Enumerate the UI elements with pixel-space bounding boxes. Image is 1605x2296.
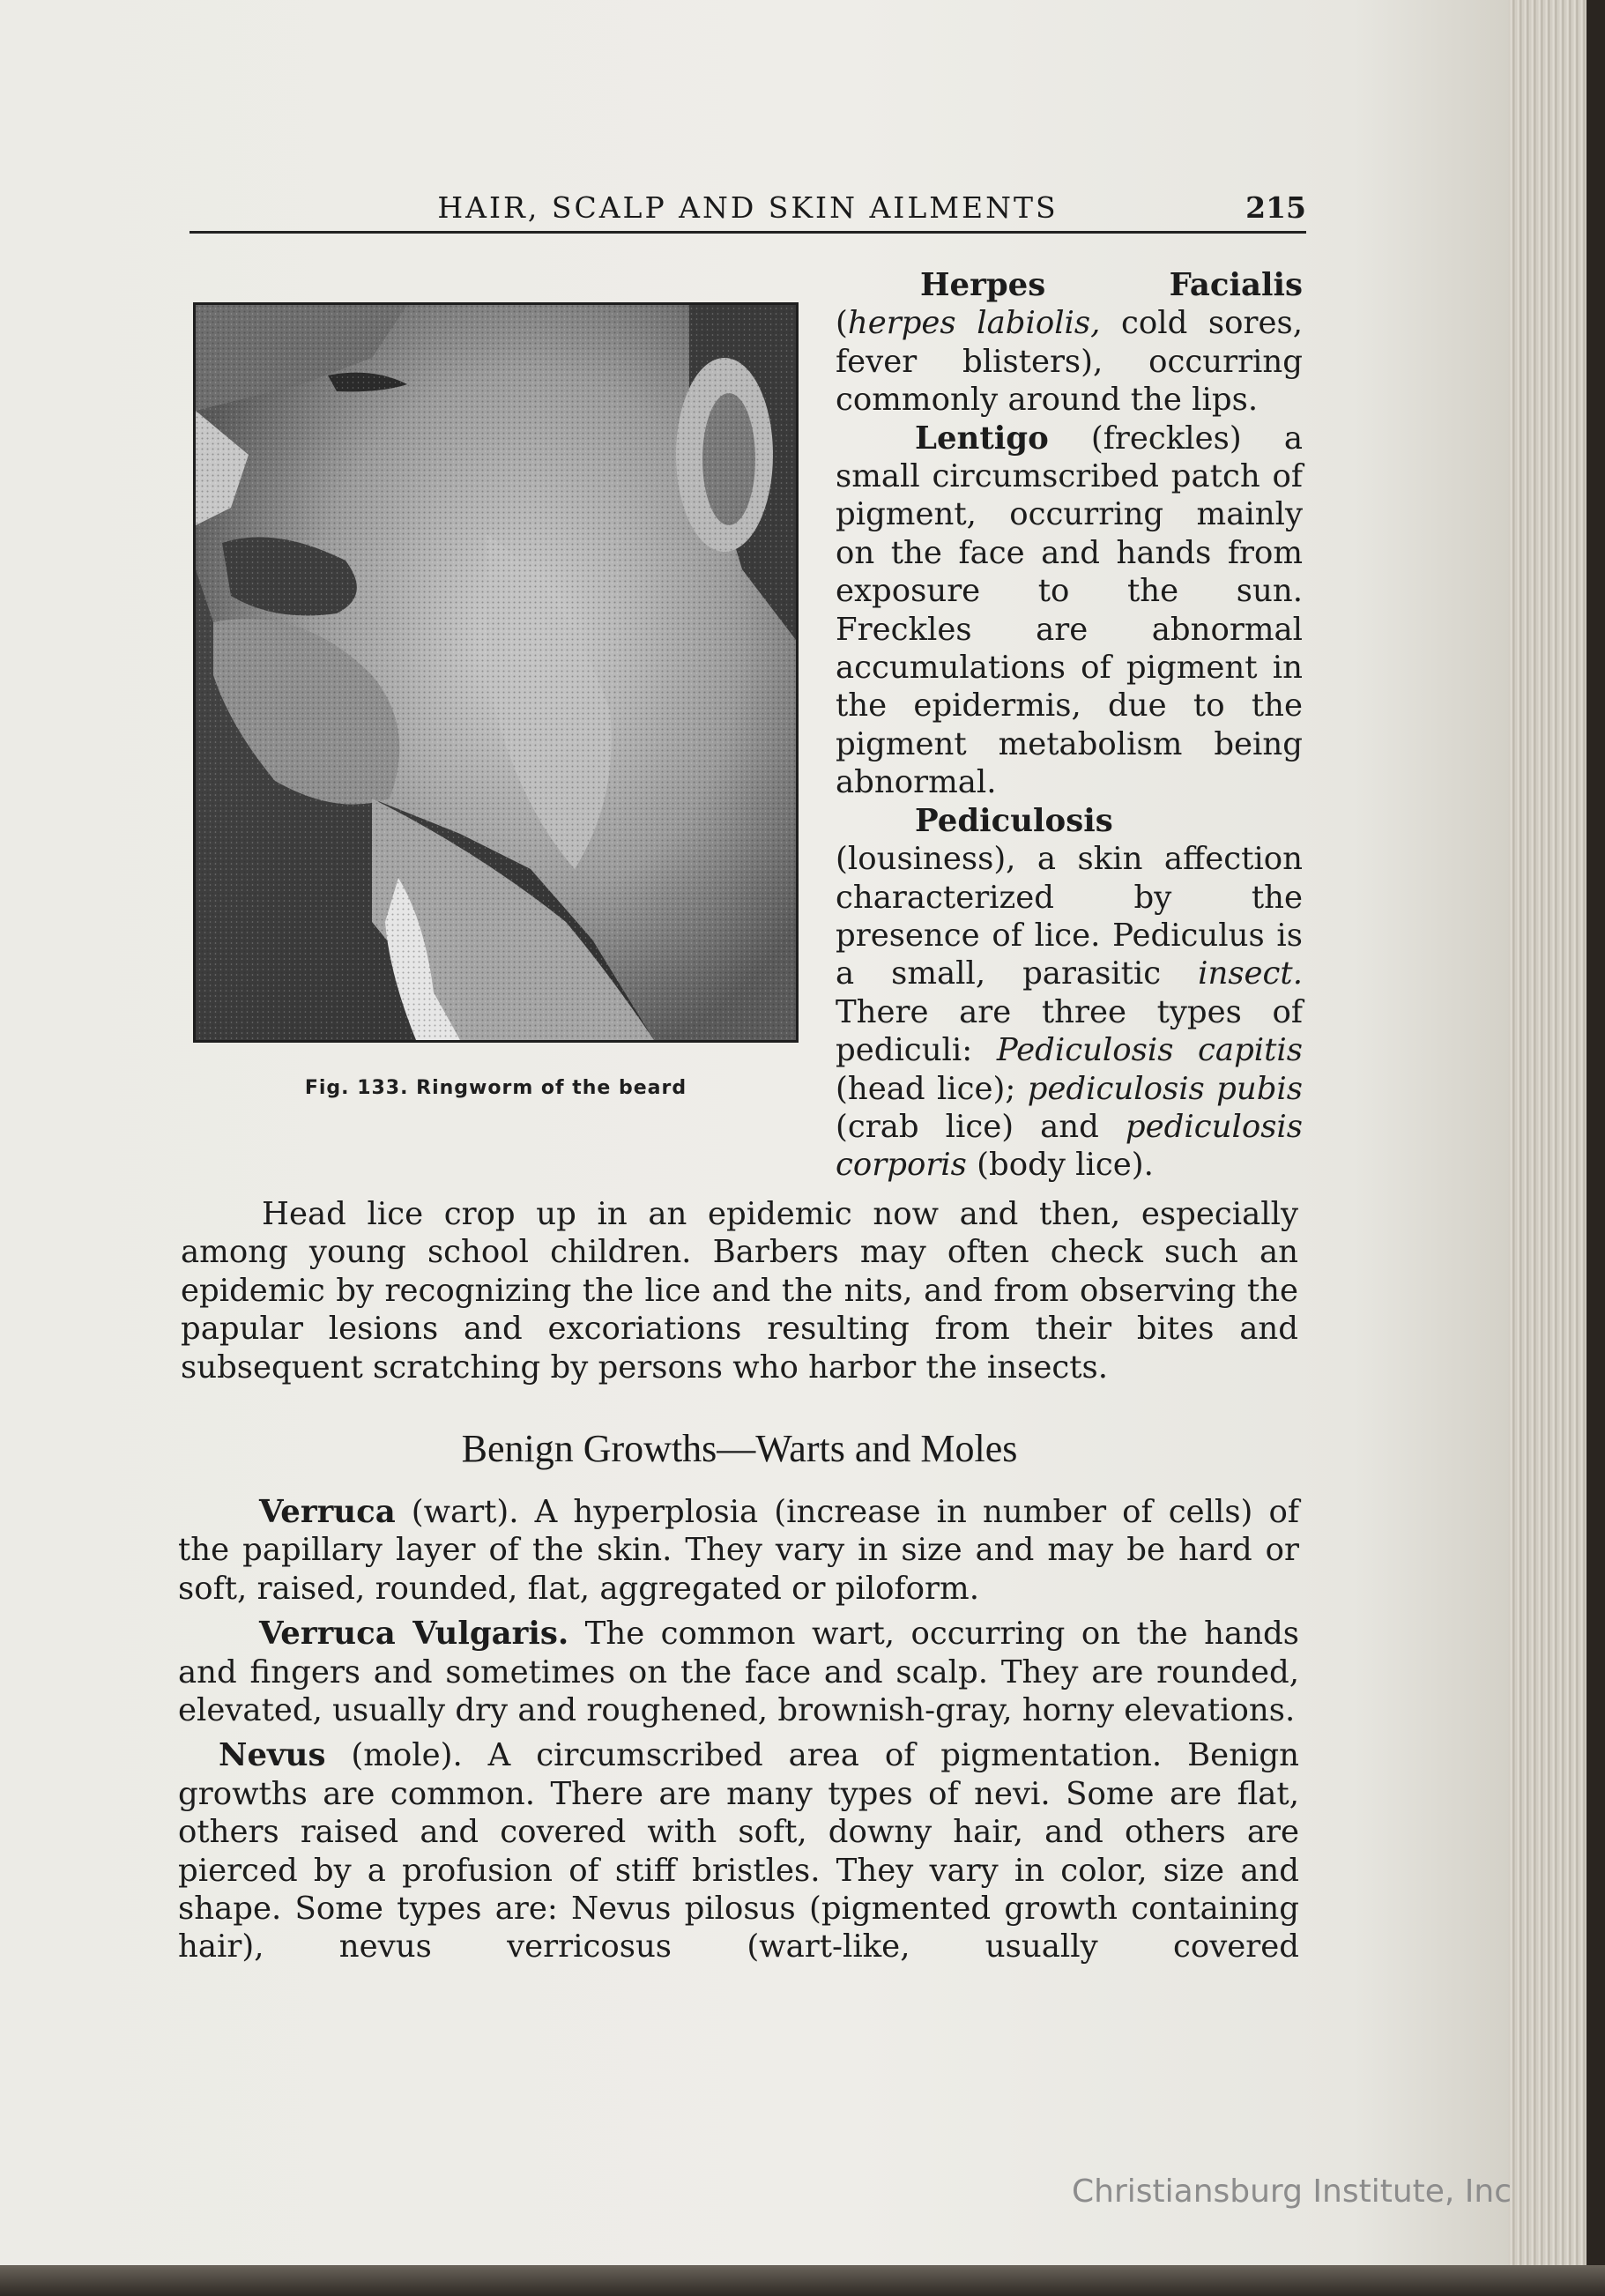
text-run: (wart). A hyperplosia (increase in number of cells) of the papillary layer of the skin. They vary in size and may be hard or soft, raised, rounded, flat, aggregated or piloform. <box>178 1494 1299 1607</box>
page-number: 215 <box>1245 190 1306 225</box>
paragraph-head-lice: Head lice crop up in an epidemic now and then, especially among young school children. Barbers may often check such an epidemic by recognizing the lice and the nits, and from observing the papular lesions and excoriations resulting from their bites and subsequent scratching by persons who harbor the insects. <box>181 1196 1298 1386</box>
section-heading: Benign Growths—Warts and Moles <box>461 1427 1018 1470</box>
figure-caption: Fig. 133. Ringworm of the beard <box>304 1077 687 1099</box>
italic-insect: insect. <box>1198 955 1303 992</box>
text-run: The common wart, occurring on the hands and fingers and sometimes on the face and scalp. They are rounded, elevated, usually dry and roughened, brownish-gray, horny elevations. <box>178 1616 1299 1729</box>
text-run: (freckles) a small circumscribed patch of pigment, occurring mainly on the face and hands from exposure to the sun. Freckles are abnormal accumulations of pigment in the epidermis, due to the pigment metabolism being abnormal. <box>836 420 1303 801</box>
text-run: (lousiness), a skin affection characterized by the presence of lice. Pediculus is a small, parasitic <box>836 841 1303 992</box>
watermark: Christiansburg Institute, Inc <box>1072 2173 1512 2210</box>
term-nevus: Nevus <box>219 1737 326 1774</box>
term-herpes-facialis: Herpes Facialis <box>920 267 1303 303</box>
running-header <box>189 187 1306 234</box>
paragraph-pediculosis <box>836 802 1303 1185</box>
text-run: There are three types of pediculi: <box>836 993 1303 1069</box>
term-verruca: Verruca <box>259 1494 396 1530</box>
italic-pediculosis-pubis: pediculosis pubis <box>1027 1070 1303 1107</box>
bearded-man-photo-illustration <box>196 305 796 1040</box>
italic-pediculosis-corporis: pediculosis corporis <box>836 1108 1303 1184</box>
paragraph-verruca-vulgaris <box>178 1615 1299 1729</box>
text-run: (head lice); <box>836 1070 1028 1107</box>
right-column-text <box>836 266 1303 1185</box>
term-pediculosis: Pediculosis <box>915 802 1113 839</box>
text-run: (body lice). <box>966 1147 1154 1184</box>
paragraph-nevus <box>178 1736 1299 1965</box>
paragraph-lentigo <box>836 420 1303 802</box>
text-run: (mole). A circumscribed area of pigmentation. Benign growths are common. There are many types of nevi. Some are flat, others raised and covered with soft, downy hair, and others are pierced by a profusion of stiff bristles. They vary in color, size and shape. Some types are: Nevus pilosus (pigmented growth containing hair), nevus verricosus (wart-like, usually covered <box>178 1737 1299 1965</box>
text-run: ( <box>836 305 848 342</box>
term-verruca-vulgaris: Verruca Vulgaris. <box>259 1616 569 1653</box>
figure-photo <box>193 302 799 1043</box>
head-lice-block <box>181 1195 1298 1386</box>
italic-pediculosis-capitis: Pediculosis capitis <box>996 1032 1303 1069</box>
latin-herpes-labiolis: herpes labiolis, <box>847 305 1101 342</box>
text-run: (crab lice) and <box>836 1108 1126 1145</box>
term-lentigo: Lentigo <box>915 420 1049 457</box>
benign-growths-text <box>178 1493 1299 1973</box>
text-run: cold sores, fever blisters), occurring commonly around the lips. <box>836 305 1303 419</box>
running-header-title: HAIR, SCALP AND SKIN AILMENTS <box>437 190 1059 225</box>
scan-bottom-shadow <box>0 2265 1605 2296</box>
paragraph-verruca <box>178 1493 1299 1608</box>
book-cover-edge <box>1586 0 1605 2296</box>
paragraph-herpes <box>836 266 1303 420</box>
